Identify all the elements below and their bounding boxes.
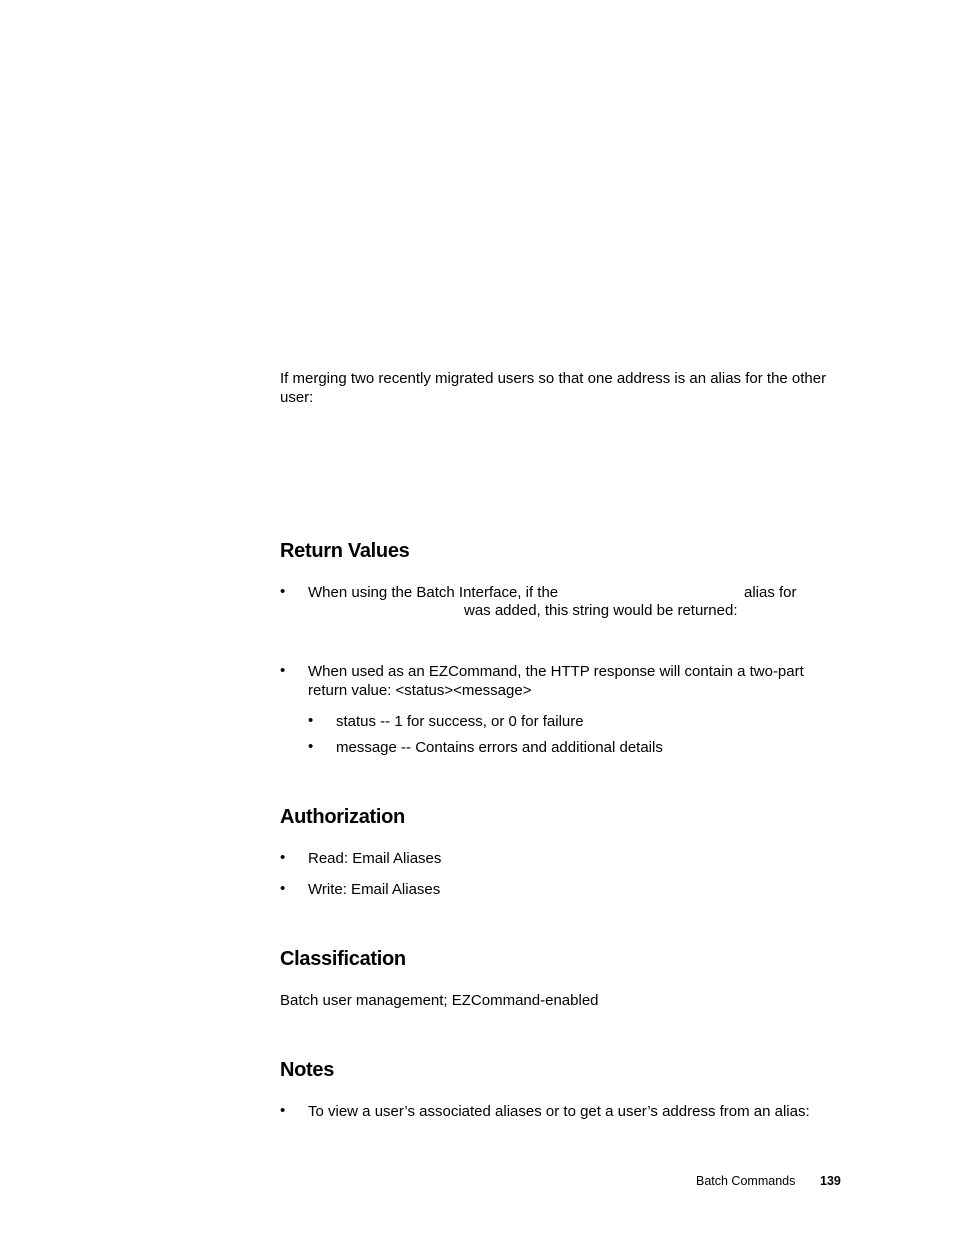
intro-line-2: user: [280, 389, 314, 406]
return-bullet-1-part-3: was added, this string would be returned: [464, 602, 738, 619]
notes-item-1: To view a user’s associated aliases or to get a user’s address from an alias: [308, 1103, 810, 1120]
return-bullet-2-line-1: When used as an EZCommand, the HTTP response will contain a two-part [308, 663, 804, 680]
return-values-heading: Return Values [280, 540, 410, 562]
bullet-icon: • [308, 712, 314, 729]
return-bullet-2-line-2: return value: <status><message> [308, 682, 532, 699]
footer-section-label: Batch Commands [696, 1174, 796, 1188]
intro-line-1: If merging two recently migrated users so that one address is an alias for the other [280, 370, 827, 387]
classification-text: Batch user management; EZCommand-enabled [280, 992, 599, 1009]
bullet-icon: • [280, 583, 286, 600]
sub-bullet-message: message -- Contains errors and additional details [336, 739, 663, 756]
return-bullet-1-part-2: alias for [744, 584, 797, 601]
bullet-icon: • [280, 662, 286, 679]
footer-page-number: 139 [820, 1174, 841, 1188]
notes-heading: Notes [280, 1059, 335, 1081]
authorization-read: Read: Email Aliases [308, 850, 442, 867]
return-bullet-1-part-1: When using the Batch Interface, if the [308, 584, 559, 601]
sub-bullet-status: status -- 1 for success, or 0 for failure [336, 713, 584, 730]
authorization-write: Write: Email Aliases [308, 881, 441, 898]
bullet-icon: • [280, 849, 286, 866]
classification-heading: Classification [280, 948, 406, 970]
authorization-heading: Authorization [280, 806, 405, 828]
bullet-icon: • [308, 738, 314, 755]
bullet-icon: • [280, 1102, 286, 1119]
bullet-icon: • [280, 880, 286, 897]
